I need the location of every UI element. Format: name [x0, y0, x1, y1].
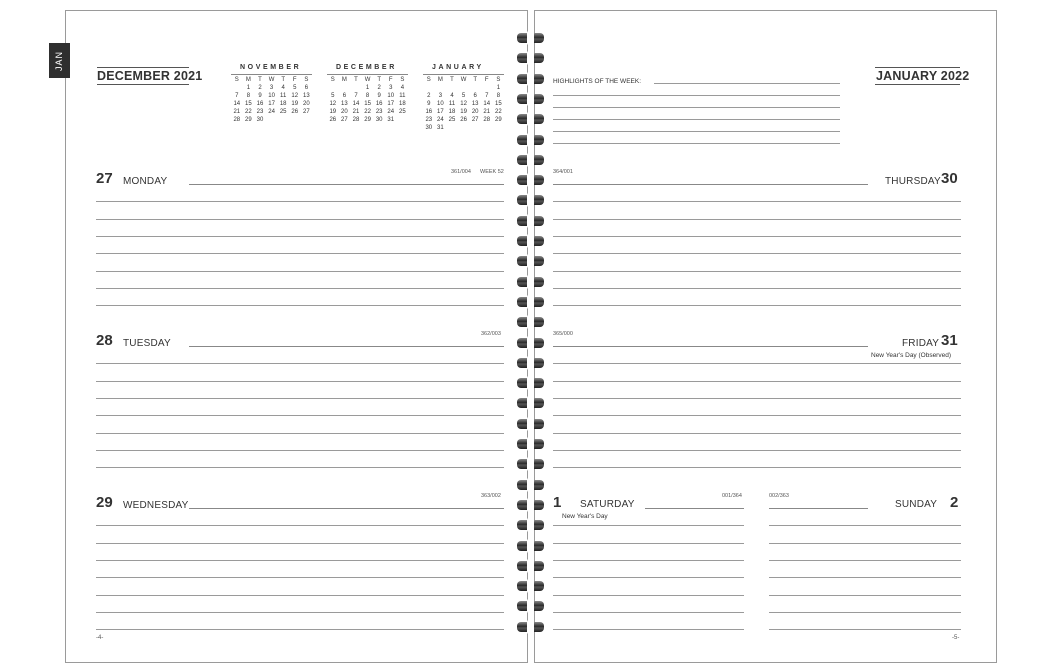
mini-calendar-day: 3: [269, 85, 274, 91]
mini-calendar-day: 17: [387, 101, 395, 107]
spiral-coil: [516, 539, 545, 553]
mini-calendar-day: 12: [291, 93, 299, 99]
mini-calendar-day: 7: [235, 93, 239, 99]
mini-calendar-day: 15: [495, 101, 502, 107]
writing-line: [96, 201, 504, 202]
spiral-coil: [516, 599, 545, 613]
mini-calendar-day: 19: [329, 109, 337, 115]
writing-line: [553, 450, 961, 451]
mini-calendar-day: 14: [352, 101, 360, 107]
mini-calendar-title: DECEMBER: [336, 64, 397, 71]
mini-calendar-day: 3: [438, 93, 443, 99]
mini-calendar-day: 17: [268, 101, 275, 107]
week-number: WEEK 52: [480, 169, 504, 175]
writing-line: [769, 560, 961, 561]
mini-calendar-day: 6: [342, 93, 347, 99]
mini-calendar-day: 1: [365, 85, 370, 91]
spiral-coil: [516, 51, 545, 65]
mini-calendar-day: 19: [291, 101, 299, 107]
mini-calendar-day: 24: [387, 109, 395, 115]
mini-calendar-day: [446, 84, 458, 92]
mini-calendar-day: 24: [437, 117, 444, 123]
mini-calendar-day: 6: [304, 85, 309, 91]
day-name: TUESDAY: [123, 338, 171, 349]
mini-calendar-dow: T: [281, 77, 285, 83]
writing-line: [96, 433, 504, 434]
mini-calendar-dow: M: [341, 77, 347, 83]
writing-line: [553, 560, 744, 561]
mini-calendar-day: 8: [365, 93, 370, 99]
mini-calendar-title: JANUARY: [432, 64, 484, 71]
writing-line: [553, 525, 744, 526]
mini-calendar-day: 10: [437, 101, 444, 107]
writing-line: [553, 629, 744, 630]
writing-line: [96, 253, 504, 254]
writing-line: [96, 450, 504, 451]
mini-calendar-day: [423, 84, 435, 92]
day-of-year: 361/004: [451, 169, 471, 175]
mini-calendar-day: 30: [256, 117, 264, 123]
mini-calendar-dow: S: [426, 77, 431, 83]
writing-line: [96, 305, 504, 306]
day-name: WEDNESDAY: [123, 500, 189, 511]
left-page-title: DECEMBER 2021: [97, 69, 203, 83]
spiral-coil: [516, 315, 545, 329]
writing-line: [96, 381, 504, 382]
mini-calendar-dow: T: [450, 77, 454, 83]
mini-calendar-dow: W: [460, 77, 467, 83]
mini-calendar-day: 21: [483, 109, 491, 115]
mini-calendar-day: 7: [354, 93, 358, 99]
mini-calendar-dow: M: [437, 77, 443, 83]
mini-calendar-day: 22: [495, 109, 502, 115]
writing-line: [96, 467, 504, 468]
highlights-line: [553, 95, 840, 96]
mini-calendar-day: 20: [341, 109, 348, 115]
day-name: THURSDAY: [885, 176, 941, 187]
mini-calendar-day: 26: [460, 117, 467, 123]
right-page-number: -5-: [952, 635, 960, 641]
mini-calendar-day: 21: [233, 109, 241, 115]
spiral-coil: [516, 254, 545, 268]
mini-calendar-day: 12: [460, 101, 467, 107]
mini-calendar-day: [435, 84, 447, 92]
writing-line: [553, 467, 961, 468]
mini-calendar-dow: F: [484, 77, 489, 83]
mini-calendar-day: 11: [448, 101, 456, 107]
saturday-code: 001/364: [722, 493, 742, 499]
mini-calendar-day: 15: [364, 101, 371, 107]
mini-calendar-day: 27: [303, 109, 310, 115]
mini-calendar-day: 29: [495, 117, 502, 123]
spiral-coil: [516, 234, 545, 248]
mini-calendar-day: 31: [437, 125, 444, 131]
writing-line: [96, 363, 504, 364]
mini-calendar-day: 14: [233, 101, 241, 107]
mini-calendar-day: 1: [496, 85, 501, 91]
mini-calendar-dow: S: [496, 77, 501, 83]
writing-line: [553, 612, 744, 613]
spiral-coil: [516, 620, 545, 634]
spiral-coil: [516, 559, 545, 573]
mini-calendar-grid: [231, 76, 312, 124]
mini-calendar-day: 30: [375, 117, 383, 123]
mini-calendar-day: [339, 84, 351, 92]
mini-calendar-day: 29: [245, 117, 252, 123]
highlights-line: [553, 131, 840, 132]
spiral-coil: [516, 153, 545, 167]
spiral-coil: [516, 336, 545, 350]
mini-calendar-day: 22: [245, 109, 252, 115]
day-number: 30: [941, 170, 958, 187]
day-of-year: 364/001: [553, 169, 573, 175]
mini-calendar-dow: F: [292, 77, 297, 83]
spiral-coil: [516, 498, 545, 512]
day-name: MONDAY: [123, 176, 168, 187]
mini-calendar-day: 28: [233, 117, 241, 123]
mini-calendar-day: 25: [448, 117, 456, 123]
writing-line: [96, 577, 504, 578]
spiral-coil: [516, 396, 545, 410]
saturday-number: 1: [553, 494, 562, 511]
writing-line: [96, 271, 504, 272]
writing-line: [769, 629, 961, 630]
mini-calendar-grid: [327, 76, 408, 124]
highlights-line: [553, 119, 840, 120]
mini-calendar-day: 20: [471, 109, 479, 115]
mini-calendar-day: 1: [246, 85, 251, 91]
spiral-coil: [516, 518, 545, 532]
writing-line: [96, 612, 504, 613]
writing-line: [769, 612, 961, 613]
mini-calendar-day: 19: [460, 109, 467, 115]
writing-line: [553, 305, 961, 306]
right-page-title: JANUARY 2022: [876, 69, 970, 83]
writing-line: [553, 253, 961, 254]
mini-calendar-dow: W: [364, 77, 371, 83]
writing-line: [96, 525, 504, 526]
mini-calendar-day: 4: [450, 93, 454, 99]
writing-line: [96, 219, 504, 220]
mini-calendar-day: 23: [425, 117, 433, 123]
writing-line: [553, 381, 961, 382]
mini-calendar-day: 25: [399, 109, 406, 115]
mini-calendar-day: 28: [483, 117, 491, 123]
highlights-label: HIGHLIGHTS OF THE WEEK:: [553, 78, 642, 85]
mini-calendar-day: 6: [473, 93, 477, 99]
writing-line: [96, 398, 504, 399]
highlights-line: [553, 107, 840, 108]
mini-calendar-day: 8: [496, 93, 501, 99]
sunday-code: 002/363: [769, 493, 789, 499]
mini-calendar-day: 25: [279, 109, 287, 115]
writing-line: [553, 288, 961, 289]
mini-calendar-day: 26: [291, 109, 299, 115]
mini-calendar-day: 11: [280, 93, 287, 99]
saturday-name: SATURDAY: [580, 499, 635, 510]
mini-calendar-day: 4: [281, 85, 285, 91]
mini-calendar-day: 29: [364, 117, 371, 123]
month-tab[interactable]: [49, 43, 70, 78]
mini-calendar-dow: W: [268, 77, 275, 83]
mini-calendar-day: [350, 84, 362, 92]
sunday-number: 2: [950, 494, 959, 511]
mini-calendar-day: 2: [427, 93, 431, 99]
spiral-coil: [516, 92, 545, 106]
mini-calendar-day: 22: [364, 109, 371, 115]
writing-line: [553, 363, 961, 364]
mini-calendar-day: 16: [425, 109, 433, 115]
month-tab-label: JAN: [54, 50, 65, 71]
spiral-coil: [516, 356, 545, 370]
mini-calendar-day: 23: [375, 109, 383, 115]
spiral-coil: [516, 173, 545, 187]
spiral-coil: [516, 579, 545, 593]
mini-calendar-day: 5: [331, 93, 335, 99]
mini-calendar-dow: S: [234, 77, 239, 83]
mini-calendar-day: 8: [246, 93, 251, 99]
mini-calendar-grid: [423, 76, 504, 132]
mini-calendar-day: 16: [256, 101, 264, 107]
mini-calendar-day: 26: [329, 117, 337, 123]
mini-calendar-day: 4: [400, 85, 405, 91]
writing-line: [553, 219, 961, 220]
day-of-year: 362/003: [481, 331, 501, 337]
writing-line: [769, 595, 961, 596]
spiral-coil: [516, 214, 545, 228]
spiral-coil: [516, 417, 545, 431]
mini-calendar-day: 14: [483, 101, 491, 107]
spiral-coil: [516, 193, 545, 207]
mini-calendar-day: 10: [387, 93, 395, 99]
mini-calendar-day: 16: [375, 101, 383, 107]
mini-calendar-dow: T: [258, 77, 262, 83]
day-of-year: 365/000: [553, 331, 573, 337]
mini-calendar-day: 13: [303, 93, 310, 99]
mini-calendar-day: 28: [352, 117, 360, 123]
spiral-coil: [516, 133, 545, 147]
writing-line: [96, 560, 504, 561]
mini-calendar-day: 17: [437, 109, 444, 115]
writing-line: [96, 629, 504, 630]
writing-line: [553, 595, 744, 596]
mini-calendar-day: 30: [425, 125, 433, 131]
spiral-coil: [516, 437, 545, 451]
writing-line: [553, 433, 961, 434]
highlights-line: [553, 143, 840, 144]
mini-calendar-dow: T: [354, 77, 358, 83]
mini-calendar-day: 23: [256, 109, 264, 115]
writing-line: [769, 543, 961, 544]
mini-calendar-day: 2: [377, 85, 381, 91]
mini-calendar-day: 9: [377, 93, 381, 99]
mini-calendar-dow: S: [304, 77, 309, 83]
spiral-coil: [516, 275, 545, 289]
mini-calendar-day: [327, 84, 339, 92]
writing-line: [553, 398, 961, 399]
writing-line: [96, 595, 504, 596]
mini-calendar-day: 2: [258, 85, 262, 91]
mini-calendar-day: 9: [258, 93, 262, 99]
mini-calendar-day: 21: [352, 109, 360, 115]
mini-calendar-day: 27: [341, 117, 348, 123]
writing-line: [769, 525, 961, 526]
spiral-coil: [516, 72, 545, 86]
mini-calendar-day: 10: [268, 93, 275, 99]
spiral-coil: [516, 295, 545, 309]
day-number: 28: [96, 332, 113, 349]
day-name: FRIDAY: [902, 338, 940, 349]
mini-calendar-day: 13: [471, 101, 479, 107]
mini-calendar-title: NOVEMBER: [240, 64, 302, 71]
mini-calendar-day: [481, 84, 493, 92]
mini-calendar-dow: S: [330, 77, 335, 83]
mini-calendar-day: 27: [471, 117, 479, 123]
mini-calendar-day: 3: [389, 85, 393, 91]
mini-calendar-dow: M: [245, 77, 251, 83]
mini-calendar-day: 18: [399, 101, 406, 107]
day-number: 31: [941, 332, 958, 349]
holiday-label: New Year's Day (Observed): [871, 352, 951, 359]
writing-line: [96, 236, 504, 237]
spiral-coil: [516, 31, 545, 45]
mini-calendar-day: 24: [268, 109, 275, 115]
mini-calendar-day: 18: [448, 109, 456, 115]
mini-calendar-day: 9: [427, 101, 431, 107]
day-number: 27: [96, 170, 113, 187]
mini-calendar-day: 11: [399, 93, 406, 99]
writing-line: [553, 236, 961, 237]
writing-line: [96, 415, 504, 416]
mini-calendar-day: 5: [293, 85, 297, 91]
spiral-coil: [516, 376, 545, 390]
mini-calendar-day: [231, 84, 243, 92]
mini-calendar-day: 12: [329, 101, 337, 107]
mini-calendar-dow: S: [400, 77, 405, 83]
mini-calendar-day: 31: [387, 117, 395, 123]
mini-calendar-dow: T: [473, 77, 477, 83]
mini-calendar-day: 13: [341, 101, 348, 107]
mini-calendar-dow: T: [377, 77, 381, 83]
writing-line: [553, 577, 744, 578]
mini-calendar-day: 15: [245, 101, 252, 107]
spiral-coil: [516, 112, 545, 126]
mini-calendar-day: 18: [279, 101, 287, 107]
writing-line: [553, 543, 744, 544]
writing-line: [96, 543, 504, 544]
mini-calendar-day: 5: [461, 93, 466, 99]
day-of-year: 363/002: [481, 493, 501, 499]
mini-calendar-day: 7: [485, 93, 489, 99]
mini-calendar-dow: F: [388, 77, 393, 83]
spiral-coil: [516, 457, 545, 471]
mini-calendar-day: [458, 84, 470, 92]
mini-calendar-day: 20: [303, 101, 310, 107]
writing-line: [96, 288, 504, 289]
day-number: 29: [96, 494, 113, 511]
saturday-holiday: New Year's Day: [562, 513, 608, 520]
writing-line: [553, 201, 961, 202]
writing-line: [553, 271, 961, 272]
mini-calendar-day: [469, 84, 481, 92]
writing-line: [553, 415, 961, 416]
writing-line: [769, 577, 961, 578]
sunday-name: SUNDAY: [895, 499, 938, 510]
left-page-number: -4-: [96, 635, 104, 641]
spiral-coil: [516, 478, 545, 492]
